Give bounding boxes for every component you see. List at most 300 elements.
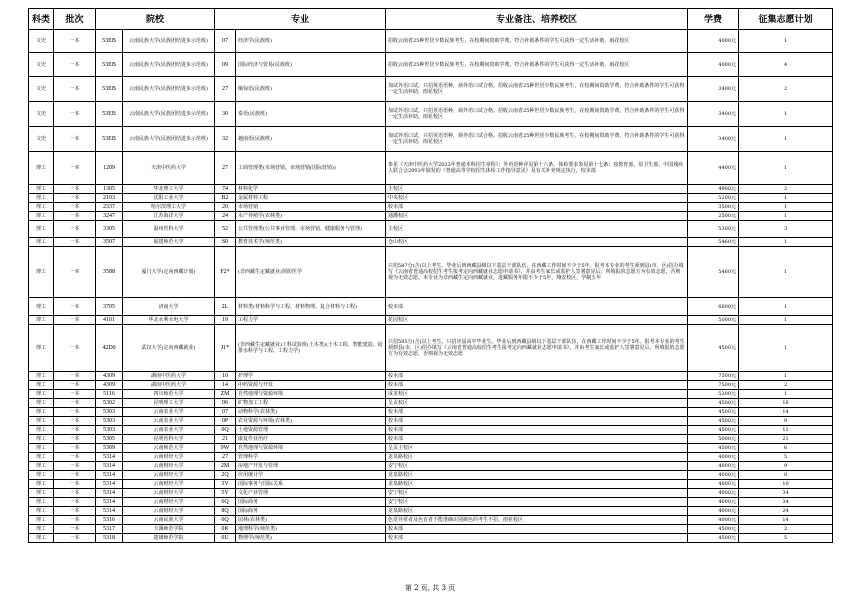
cell-note: 龙泉路校区: [386, 453, 688, 462]
cell-school-name: 福建师范大学: [123, 238, 215, 247]
cell-major-name: (非西藏生定藏就业)工科试验班(土木类)(土木工程、智能建造、给排水科学与工程、工程力学): [236, 325, 386, 372]
cell-major-name: 教育技术学(师范类): [236, 238, 386, 247]
cell-note: 加试外语口试，只招英语语种，须外语口试合格。招收云南省25种世居少数民族考生，在校期间资助学费，符合补助条件的学生可获得一定生活补助，雨花校区: [386, 102, 688, 127]
cell-fee: 4000元: [688, 471, 739, 480]
table-row: [29, 408, 833, 417]
cell-kelei: 理工: [29, 471, 54, 480]
cell-plan: 8: [739, 417, 833, 426]
cell-note: 招收云南省25种世居少数民族考生，在校期间资助学费，符合补助条件的学生可获得一定生活补助，雨花校区: [386, 30, 688, 53]
cell-major-name: 中药资源与开发: [236, 381, 386, 390]
cell-pici: 一本: [54, 417, 96, 426]
cell-school-code: 5314: [96, 498, 123, 507]
cell-kelei: 理工: [29, 316, 54, 325]
cell-kelei: 理工: [29, 480, 54, 489]
cell-pici: 一本: [54, 238, 96, 247]
table-row: [29, 453, 833, 462]
cell-kelei: 理工: [29, 507, 54, 516]
cell-major-name: 动物科学(农林类): [236, 408, 386, 417]
cell-school-name: 湖南中医药大学: [123, 372, 215, 381]
table-row: [29, 381, 833, 390]
cell-school-name: 湖南中医药大学: [123, 381, 215, 390]
cell-major-name: 土地资源管理: [236, 426, 386, 435]
cell-kelei: 理工: [29, 525, 54, 534]
header-pici: 批次: [54, 9, 96, 30]
cell-pici: 一本: [54, 298, 96, 316]
cell-note: 仓山校区: [386, 238, 688, 247]
cell-major-name: 应用统计学: [236, 471, 386, 480]
cell-note: 招收云南省25种世居少数民族考生，在校期间资助学费，符合补助条件的学生可获得一定生活补助，雨花校区: [386, 53, 688, 77]
cell-major-name: 护理学: [236, 372, 386, 381]
cell-school-code: 3705: [96, 298, 123, 316]
cell-plan: 11: [739, 426, 833, 435]
cell-plan: 1: [739, 390, 833, 399]
cell-plan: 34: [739, 489, 833, 498]
cell-fee: 4500元: [688, 408, 739, 417]
cell-school-code: 3247: [96, 212, 123, 221]
cell-major-code: 9W: [215, 444, 236, 453]
cell-fee: 4500元: [688, 325, 739, 372]
cell-fee: 3400元: [688, 127, 739, 152]
table-row: [29, 194, 833, 203]
cell-major-code: 5V: [215, 489, 236, 498]
page-footer: 第 2 页, 共 3 页: [404, 584, 456, 592]
cell-major-name: 水产养殖学(农林类): [236, 212, 386, 221]
cell-major-code: 09: [215, 53, 236, 77]
cell-kelei: 理工: [29, 221, 54, 238]
cell-school-name: 云南农业大学: [123, 417, 215, 426]
cell-plan: 14: [739, 516, 833, 525]
table-row: [29, 77, 833, 102]
cell-school-code: 5318: [96, 534, 123, 543]
cell-major-code: 0K: [215, 525, 236, 534]
cell-school-code: 4309: [96, 381, 123, 390]
cell-pici: 一本: [54, 534, 96, 543]
cell-fee: 5200元: [688, 194, 739, 203]
table-row: [29, 152, 833, 185]
cell-pici: 一本: [54, 525, 96, 534]
cell-plan: 1: [739, 316, 833, 325]
cell-school-code: 5314: [96, 480, 123, 489]
cell-school-code: 5302: [96, 399, 123, 408]
cell-major-code: 2M: [215, 462, 236, 471]
cell-fee: 3500元: [688, 203, 739, 212]
cell-fee: 3400元: [688, 102, 739, 127]
cell-school-name: 云南财经大学: [123, 462, 215, 471]
cell-major-code: S0: [215, 238, 236, 247]
cell-plan: 1: [739, 212, 833, 221]
cell-major-code: 2Q: [215, 471, 236, 480]
cell-school-code: 53EB: [96, 30, 123, 53]
cell-pici: 一本: [54, 221, 96, 238]
table-row: [29, 203, 833, 212]
table-row: [29, 238, 833, 247]
cell-major-code: 24: [215, 212, 236, 221]
cell-major-code: F2*: [215, 247, 236, 298]
cell-fee: 4500元: [688, 426, 739, 435]
cell-kelei: 理工: [29, 462, 54, 471]
cell-plan: 6: [739, 444, 833, 453]
cell-school-code: 53EB: [96, 127, 123, 152]
cell-pici: 一本: [54, 77, 96, 102]
cell-major-code: 6Q: [215, 498, 236, 507]
cell-major-code: 06: [215, 399, 236, 408]
cell-fee: 5000元: [688, 316, 739, 325]
cell-major-name: 金属材料工程: [236, 194, 386, 203]
cell-fee: 5200元: [688, 390, 739, 399]
header-school: 院校: [96, 9, 215, 30]
cell-note: 校本部: [386, 298, 688, 316]
cell-kelei: 理工: [29, 185, 54, 194]
cell-school-name: 云南财经大学: [123, 507, 215, 516]
cell-kelei: 理工: [29, 381, 54, 390]
cell-kelei: 理工: [29, 444, 54, 453]
table-row: [29, 525, 833, 534]
cell-school-name: 厦门大学(定向西藏计划): [123, 247, 215, 298]
table-row: [29, 390, 833, 399]
cell-fee: 3400元: [688, 77, 739, 102]
cell-fee: 7500元: [688, 372, 739, 381]
cell-pici: 一本: [54, 453, 96, 462]
cell-major-name: 越南语(民族班): [236, 127, 386, 152]
cell-note: 校本部: [386, 381, 688, 390]
cell-major-name: 泰语(民族班): [236, 102, 386, 127]
cell-major-name: 经济学(民族班): [236, 30, 386, 53]
table-row: [29, 127, 833, 152]
cell-kelei: 理工: [29, 247, 54, 298]
cell-kelei: 理工: [29, 408, 54, 417]
cell-school-code: 53EB: [96, 102, 123, 127]
cell-major-code: 0Q: [215, 516, 236, 525]
cell-kelei: 理工: [29, 152, 54, 185]
cell-school-name: 云南财经大学: [123, 489, 215, 498]
table-row: [29, 417, 833, 426]
cell-fee: 5000元: [688, 435, 739, 444]
cell-school-code: 4309: [96, 372, 123, 381]
cell-pici: 一本: [54, 435, 96, 444]
table-row: [29, 471, 833, 480]
table-row: [29, 53, 833, 77]
cell-school-name: 云南民族大学(民族团结进步示范班): [123, 53, 215, 77]
table-row: [29, 444, 833, 453]
cell-school-name: 云南财经大学: [123, 453, 215, 462]
cell-kelei: 理工: [29, 298, 54, 316]
cell-school-code: 5303: [96, 408, 123, 417]
cell-note: 呈贡校区: [386, 399, 688, 408]
cell-school-name: 温州医科大学: [123, 221, 215, 238]
cell-school-name: 云南民族大学(民族团结进步示范班): [123, 77, 215, 102]
cell-school-code: 5317: [96, 525, 123, 534]
cell-fee: 4000元: [688, 498, 739, 507]
table-row: [29, 480, 833, 489]
cell-kelei: 理工: [29, 372, 54, 381]
cell-major-name: 农业资源与环境(农林类): [236, 417, 386, 426]
cell-kelei: 理工: [29, 516, 54, 525]
table-row: [29, 316, 833, 325]
cell-pici: 一本: [54, 498, 96, 507]
cell-plan: 34: [739, 498, 833, 507]
cell-school-name: 江苏海洋大学: [123, 212, 215, 221]
cell-plan: 18: [739, 399, 833, 408]
cell-major-name: 园林(农林类): [236, 516, 386, 525]
cell-major-code: 8Q: [215, 507, 236, 516]
cell-school-name: 武汉大学(定向西藏就业): [123, 325, 215, 372]
cell-school-code: 53EB: [96, 53, 123, 77]
table-row: [29, 426, 833, 435]
cell-school-code: 2337: [96, 203, 123, 212]
table-header-row: [29, 9, 833, 30]
cell-school-code: 5316: [96, 516, 123, 525]
admission-plan-table: [28, 8, 833, 543]
cell-plan: 1: [739, 325, 833, 372]
cell-kelei: 文史: [29, 77, 54, 102]
cell-school-code: 5303: [96, 426, 123, 435]
cell-pici: 一本: [54, 127, 96, 152]
cell-note: 校本部: [386, 372, 688, 381]
cell-school-name: 云南农业大学: [123, 408, 215, 417]
cell-school-name: 云南民族大学(民族团结进步示范班): [123, 30, 215, 53]
cell-kelei: 理工: [29, 238, 54, 247]
cell-note: 安宁校区: [386, 489, 688, 498]
cell-major-code: 74: [215, 185, 236, 194]
table-row: [29, 325, 833, 372]
cell-pici: 一本: [54, 444, 96, 453]
cell-major-name: 自然地理与资源环境: [236, 390, 386, 399]
cell-school-name: 华北水利水电大学: [123, 316, 215, 325]
cell-kelei: 理工: [29, 194, 54, 203]
cell-fee: 4000元: [688, 516, 739, 525]
table-row: [29, 372, 833, 381]
cell-major-name: 文化产业管理: [236, 489, 386, 498]
cell-school-name: 四川师范大学: [123, 390, 215, 399]
cell-note: 加试外语口试，只招英语语种，须外语口试合格。招收云南省25种世居少数民族考生，在校期间资助学费，符合补助条件的学生可获得一定生活补助，雨花校区: [386, 127, 688, 152]
cell-major-name: 市场营销: [236, 203, 386, 212]
cell-major-name: 管理科学: [236, 453, 386, 462]
cell-fee: 4000元: [688, 507, 739, 516]
cell-note: 安宁校区: [386, 498, 688, 507]
cell-note: 只招587分(含)以上考生。毕业后到西藏县级以下基层干部队伍，在西藏工作时间不少于5年。报考本专业的考生须到县(市、区)招办填写《云南省普通高校招生考生报考定向西藏就业志愿申请书》，并由考生家长或监护人签署意见后，所填报的志愿方为有效志愿，否则视为无效志愿。本专业为非西藏生定向西藏就业，进藏服务年限不少于5年，翔安校区，学制五年: [386, 247, 688, 298]
cell-pici: 一本: [54, 489, 96, 498]
cell-major-code: 27: [215, 77, 236, 102]
cell-major-name: 国际经济与贸易(民族班): [236, 53, 386, 77]
cell-note: 只招595分(含)以上考生。只招应届高中毕业生。毕业后到西藏县级以下基层干部队伍，在西藏工作时间不少于5年。报考本专业的考生须到县(市、区)招办填写《云南省普通高校招生考生报考定向西藏就业志愿申请书》，并由考生家长或监护人签署意见后，所填报的志愿方为有效志愿，否则视为无效志愿: [386, 325, 688, 372]
cell-note: 校本部: [386, 203, 688, 212]
cell-major-code: ZM: [215, 390, 236, 399]
cell-fee: 4000元: [688, 462, 739, 471]
cell-pici: 一本: [54, 30, 96, 53]
cell-pici: 一本: [54, 516, 96, 525]
cell-pici: 一本: [54, 203, 96, 212]
cell-plan: 1: [739, 30, 833, 53]
cell-kelei: 理工: [29, 325, 54, 372]
cell-major-name: 房地产开发与管理: [236, 462, 386, 471]
cell-school-name: 楚雄师范学院: [123, 534, 215, 543]
cell-note: 龙泉路校区: [386, 471, 688, 480]
table-row: [29, 102, 833, 127]
cell-kelei: 文史: [29, 30, 54, 53]
cell-school-name: 昆明理工大学: [123, 399, 215, 408]
cell-major-code: 27: [215, 453, 236, 462]
table-row: [29, 516, 833, 525]
cell-note: 校本部: [386, 435, 688, 444]
cell-pici: 一本: [54, 247, 96, 298]
cell-plan: 5: [739, 453, 833, 462]
cell-school-code: 5116: [96, 390, 123, 399]
cell-kelei: 理工: [29, 212, 54, 221]
cell-kelei: 理工: [29, 399, 54, 408]
table-row: [29, 247, 833, 298]
cell-plan: 2: [739, 381, 833, 390]
cell-pici: 一本: [54, 408, 96, 417]
cell-school-code: 3305: [96, 221, 123, 238]
cell-school-name: 哈尔滨理工大学: [123, 203, 215, 212]
cell-pici: 一本: [54, 471, 96, 480]
cell-fee: 4000元: [688, 480, 739, 489]
cell-major-name: 自然地理与资源环境: [236, 444, 386, 453]
cell-note: 主校区: [386, 221, 688, 238]
table-row: [29, 507, 833, 516]
cell-school-name: 昆明医科大学: [123, 435, 215, 444]
cell-pici: 一本: [54, 426, 96, 435]
cell-major-code: 19: [215, 316, 236, 325]
cell-school-name: 云南财经大学: [123, 471, 215, 480]
cell-kelei: 理工: [29, 417, 54, 426]
cell-note: 龙泉路校区: [386, 507, 688, 516]
cell-fee: 4000元: [688, 53, 739, 77]
cell-major-code: 07: [215, 30, 236, 53]
cell-school-code: 53EB: [96, 77, 123, 102]
cell-pici: 一本: [54, 102, 96, 127]
cell-pici: 一本: [54, 194, 96, 203]
cell-note: 呈贡主校区: [386, 444, 688, 453]
header-note: 专业备注、培养校区: [386, 9, 688, 30]
cell-plan: 1: [739, 372, 833, 381]
table-row: [29, 399, 833, 408]
cell-plan: 10: [739, 480, 833, 489]
cell-major-code: J1*: [215, 325, 236, 372]
header-plan: 征集志愿计划: [739, 9, 833, 30]
cell-note: 安宁校区: [386, 462, 688, 471]
cell-plan: 5: [739, 534, 833, 543]
cell-kelei: 理工: [29, 426, 54, 435]
cell-plan: 1: [739, 194, 833, 203]
cell-fee: 4500元: [688, 399, 739, 408]
cell-kelei: 理工: [29, 498, 54, 507]
table-row: [29, 298, 833, 316]
cell-major-name: 工商管理类(市场营销、市场营销(国际营销)): [236, 152, 386, 185]
cell-note: 成龙校区: [386, 390, 688, 399]
cell-major-name: 康复作业治疗: [236, 435, 386, 444]
cell-pici: 一本: [54, 152, 96, 185]
cell-pici: 一本: [54, 185, 96, 194]
cell-plan: 2: [739, 185, 833, 194]
cell-major-code: 0U: [215, 534, 236, 543]
cell-school-code: 2103: [96, 194, 123, 203]
cell-school-name: 云南财经大学: [123, 480, 215, 489]
table-row: [29, 212, 833, 221]
table-row: [29, 185, 833, 194]
cell-major-name: 矿物加工工程: [236, 399, 386, 408]
cell-pici: 一本: [54, 390, 96, 399]
cell-kelei: 理工: [29, 453, 54, 462]
cell-note: 花园校区: [386, 316, 688, 325]
cell-major-code: 20: [215, 203, 236, 212]
cell-school-name: 云南财经大学: [123, 498, 215, 507]
cell-plan: 1: [739, 238, 833, 247]
cell-fee: 4500元: [688, 525, 739, 534]
cell-school-code: 5314: [96, 471, 123, 480]
cell-plan: 1: [739, 152, 833, 185]
cell-fee: 4000元: [688, 30, 739, 53]
cell-major-code: 52: [215, 221, 236, 238]
table-row: [29, 462, 833, 471]
cell-note: 色觉异常者及色盲者不能准确识别颜色的考生不招，雨花校区: [386, 516, 688, 525]
cell-fee: 4500元: [688, 417, 739, 426]
cell-pici: 一本: [54, 53, 96, 77]
cell-note: 主校区: [386, 185, 688, 194]
cell-major-code: 21: [215, 435, 236, 444]
cell-pici: 一本: [54, 372, 96, 381]
table-row: [29, 498, 833, 507]
cell-note: 龙泉路校区: [386, 480, 688, 489]
cell-fee: 5300元: [688, 221, 739, 238]
cell-school-code: 5314: [96, 462, 123, 471]
cell-kelei: 文史: [29, 102, 54, 127]
cell-kelei: 文史: [29, 53, 54, 77]
cell-school-code: 5309: [96, 444, 123, 453]
cell-school-code: 1305: [96, 185, 123, 194]
cell-plan: 1: [739, 298, 833, 316]
cell-school-name: 天津中医药大学: [123, 152, 215, 185]
cell-major-name: 物理学(师范类): [236, 534, 386, 543]
cell-fee: 5460元: [688, 247, 739, 298]
cell-plan: 1: [739, 127, 833, 152]
cell-kelei: 理工: [29, 390, 54, 399]
cell-school-code: 5314: [96, 453, 123, 462]
cell-major-name: 缅甸语(民族班): [236, 77, 386, 102]
header-kelei: 科类: [29, 9, 54, 30]
cell-pici: 一本: [54, 462, 96, 471]
cell-pici: 一本: [54, 381, 96, 390]
cell-major-code: 07: [215, 408, 236, 417]
cell-school-name: 云南师范大学: [123, 444, 215, 453]
cell-major-code: 0Q: [215, 426, 236, 435]
cell-note: 参见《天津中医药大学2023年普通本科招生章程》；外语语种详见第十六条。体检要求参见第十七条；按教育部、原卫生部、中国残疾人联合会2003年颁发的《普通高等学校招生体检工作指导意见》及有关补充规定执行，校本部: [386, 152, 688, 185]
cell-fee: 4900元: [688, 185, 739, 194]
cell-fee: 4500元: [688, 534, 739, 543]
cell-major-name: 公共管理类(公共事业管理、市场营销、健康服务与管理): [236, 221, 386, 238]
cell-school-name: 济南大学: [123, 298, 215, 316]
cell-plan: 9: [739, 462, 833, 471]
table-row: [29, 489, 833, 498]
cell-kelei: 理工: [29, 203, 54, 212]
cell-kelei: 理工: [29, 489, 54, 498]
cell-plan: 1: [739, 203, 833, 212]
cell-school-code: 1209: [96, 152, 123, 185]
cell-plan: 2: [739, 77, 833, 102]
cell-note: 校本部: [386, 426, 688, 435]
cell-plan: 24: [739, 507, 833, 516]
table-row: [29, 435, 833, 444]
cell-major-name: 地理科学(师范类): [236, 525, 386, 534]
cell-pici: 一本: [54, 507, 96, 516]
cell-note: 校本部: [386, 534, 688, 543]
cell-school-name: 玉溪师范学院: [123, 525, 215, 534]
cell-major-name: 材料化学: [236, 185, 386, 194]
cell-major-code: 30: [215, 102, 236, 127]
cell-major-name: 国际商务: [236, 498, 386, 507]
cell-note: 中央校区: [386, 194, 688, 203]
table-row: [29, 534, 833, 543]
